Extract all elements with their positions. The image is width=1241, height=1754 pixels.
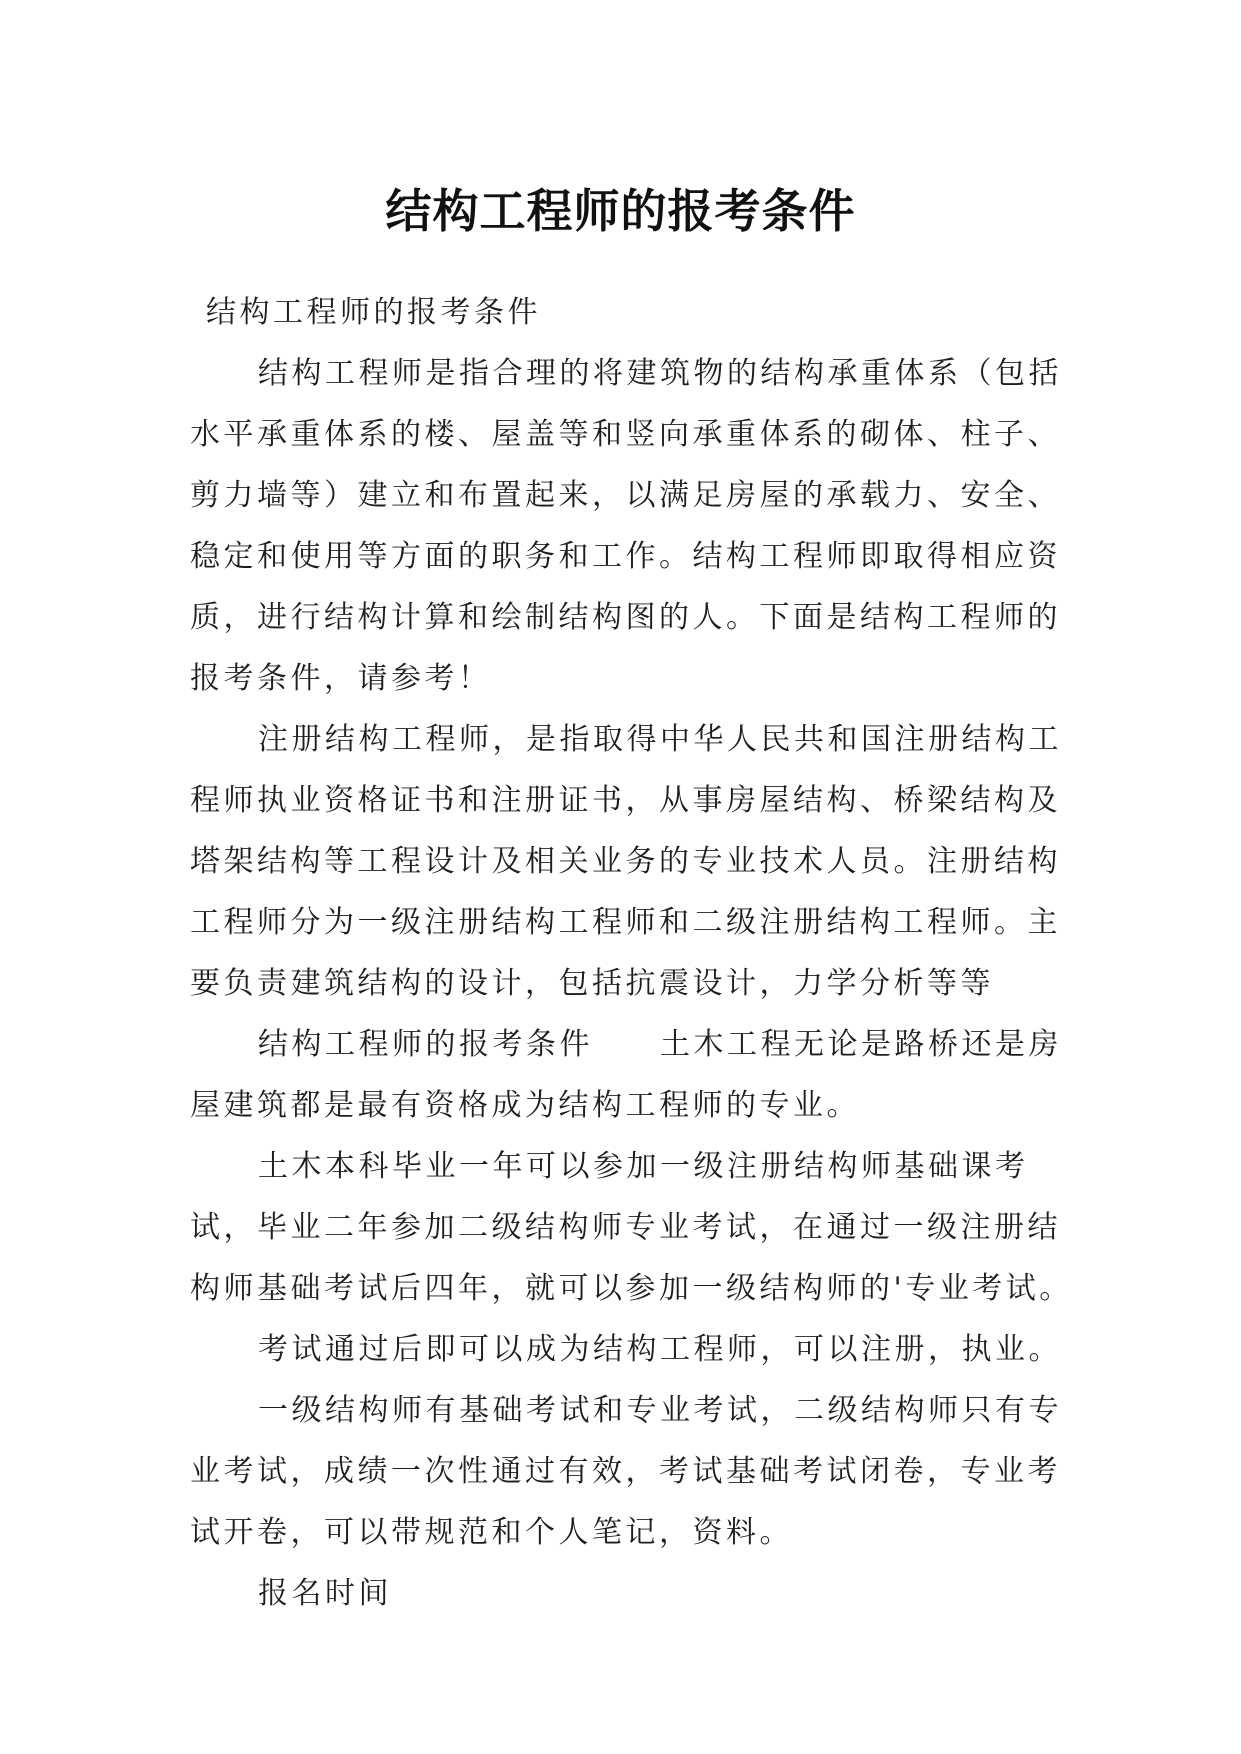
- exam-timeline-paragraph: 土木本科毕业一年可以参加一级注册结构师基础课考试，毕业二年参加二级结构师专业考试，在通过一级注册结构师基础考试后四年，就可以参加一级结构师的'专业考试。: [190, 1149, 1073, 1306]
- signup-time-heading: 报名时间: [258, 1576, 392, 1611]
- document-title: 结构工程师的报考条件: [385, 183, 856, 238]
- subtitle-paragraph: 结构工程师的报考条件: [206, 295, 541, 330]
- registered-engineer-paragraph: 注册结构工程师，是指取得中华人民共和国注册结构工程师执业资格证书和注册证书，从事房屋结构、桥梁结构及塔架结构等工程设计及相关业务的专业技术人员。注册结构工程师分为一级注册结构工程师和二级注册结构工程师。主要负责建筑结构的设计，包括抗震设计，力学分析等等: [190, 722, 1062, 1001]
- eligible-major-paragraph: 结构工程师的报考条件 土木工程无论是路桥还是房屋建筑都是最有资格成为结构工程师的专业。: [190, 1027, 1062, 1123]
- intro-paragraph: 结构工程师是指合理的将建筑物的结构承重体系（包括水平承重体系的楼、屋盖等和竖向承重体系的砌体、柱子、剪力墙等）建立和布置起来，以满足房屋的承载力、安全、稳定和使用等方面的职务和工作。结构工程师即取得相应资质，进行结构计算和绘制结构图的人。下面是结构工程师的报考条件，请参考！: [190, 356, 1062, 696]
- exam-format-paragraph: 一级结构师有基础考试和专业考试，二级结构师只有专业考试，成绩一次性通过有效，考试基础考试闭卷，专业考试开卷，可以带规范和个人笔记，资料。: [190, 1393, 1062, 1550]
- registration-paragraph: 考试通过后即可以成为结构工程师，可以注册，执业。: [258, 1332, 1062, 1367]
- document-body: [190, 282, 1080, 1624]
